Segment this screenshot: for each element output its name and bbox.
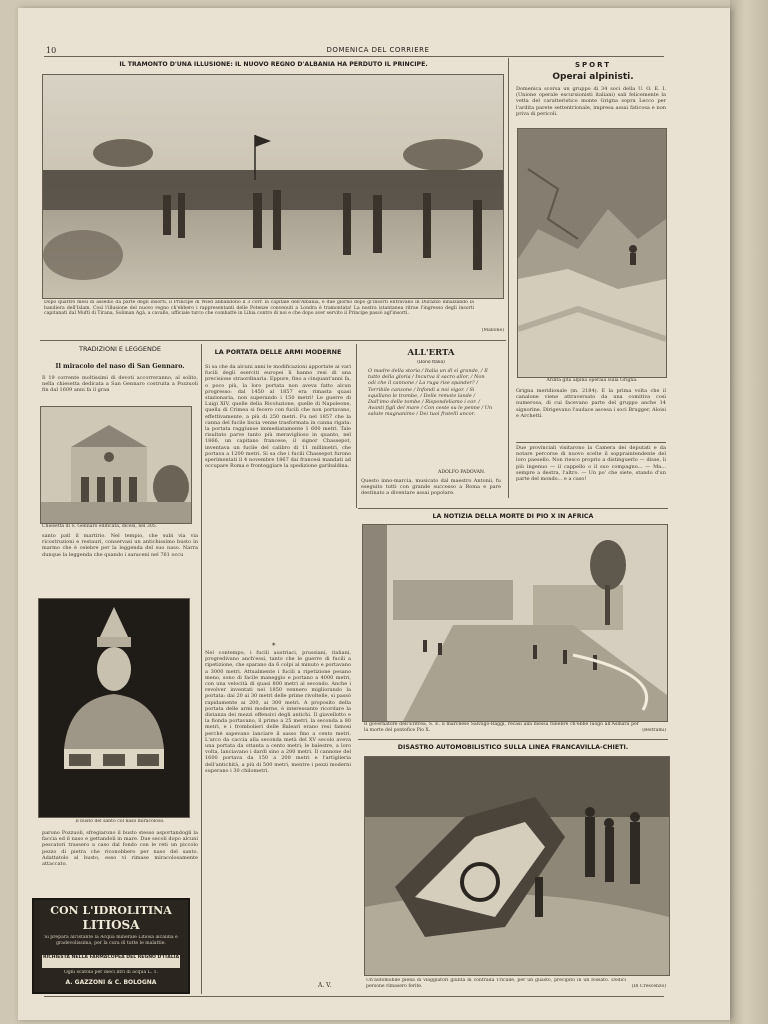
albania-crowd-scene (43, 75, 503, 298)
armi-text: Si sa che da alcuni anni le modificazioni apportate ai vari fucili degli eserciti europei li hanno resi di una precisione straordinaria. Eppure, fino a cinquant'anni fa, o poco più, la loro portata non aveva fatto alcun progresso: dal 1450 al 1857 era rimasta quasi stazionaria, non superando i 150 metri! Le guerre di Luigi XIV, quelle della Rivoluzione, quelle di Napoleone, quella di Crimea si fecero con fucili che non portavano, effettivamente, a più di 250 metri. Fu nel 1857 che la canna del fucile liscia venne trasformata in canna rigata: la portata raggiunse immediatamente 1 600 metri. Tale risultato parve tanto più meraviglioso in quanto, nel 1866, un capitano francese, il signor Chassepot, inventava un fucile del calibro di 11 millimetri, che portava a 1200 metri. Si sa che i fucili Chassepot furono sperimentati il 4 novembre 1867 dai francesi mandati ad occupare Roma e fronteggiare la spedizione garibaldina. (205, 364, 351, 470)
advert-brand-2: LITIOSA (82, 918, 140, 932)
tradizioni-text-3: parono Pozzuoli, sfregiarono il busto stesso asportandogli la faccia ed il naso e gettandoli in mare. Due secoli dopo alcuni pescatori trassero a caso dal fondo con le reti un piccolo pezzo di pietra che riconobbero per naso del santo. Adattatolo al busto, esso vi rimase miracolosamente attaccato. (42, 830, 198, 868)
tradizioni-title: Il miracolo del naso di San Gennaro. (55, 363, 185, 370)
grigna-photo (517, 128, 667, 378)
top-story-credit: (Mallone) (481, 328, 504, 333)
advert-tagline: Si prepara all'istante la Acqua minerale Litiosa alcalina e gradevolissima, per la cura di tutte le malattie. (44, 935, 178, 946)
footer-rule (44, 996, 664, 997)
horizontal-rule-mid (40, 340, 506, 341)
asmara-street-scene (363, 525, 667, 721)
newspaper-page (18, 8, 730, 1020)
idrolitina-advert (32, 898, 190, 994)
section-star-icon: * (272, 642, 276, 650)
column-rule-1 (201, 344, 202, 994)
pio-credit: (Beltrami) (642, 728, 666, 733)
allerta-note: Questo inno-marcia, musicato dal maestro Antonii, fu eseguito tutti con grande successo a Roma e pare destinato a diventare assai popolare. (361, 478, 501, 497)
grigna-rock-scene (518, 129, 666, 377)
column-rule-2 (356, 344, 357, 508)
column-rule-right (508, 58, 509, 498)
advert-maker: A. GAZZONI & C. BOLOGNA (65, 979, 157, 986)
top-story-headline: IL TRAMONTO D'UNA ILLUSIONE: IL NUOVO REGNO D'ALBANIA HA PERDUTO IL PRINCIPE. (119, 61, 428, 68)
disastro-credit: (Di Crescenzo) (631, 984, 666, 989)
san-gennaro-bust (39, 599, 189, 817)
advert-notice: RICHIESTA NELLA FARMACOPEA DEL REGNO D'ITALIA (42, 955, 180, 968)
sport-text: Domenica scorsa un gruppo di 34 soci della U. O. E. I. (Unione operale escursionisti italiani) sali felicemente la vetta del caratteristico monte Grigna sopra Lecco per l'ardita parete settentrionale, impresa assai faticosa e non priva di pericoli. (516, 86, 666, 117)
allerta-poem: O madre della storia / Italia un dì si grande, / Il tutto della gloria / Incurva il sacro allor, / Non odi che il cannone / La ruga rise spander? / Terribile canzone / Infondi a noi vigor. / Si squillano le trombe, / Delle remote lande / Dall'imo delle tombe / Rispondeliamo i cor. / Avanti figli del mare / Con ceste su le penne / Un salute magnanimo / Dei tuoi fratelli ancor. (368, 368, 493, 418)
overturned-automobile (365, 757, 669, 975)
advert-detail: Ogni scatola per dieci litri di acqua L. 1. (63, 970, 159, 975)
sport-rule (516, 442, 666, 443)
page-number: 10 (46, 46, 57, 55)
bust-caption: Il busto del santo col naso miracoloso. (75, 819, 165, 824)
pio-headline: LA NOTIZIA DELLA MORTE DI PIO X IN AFRICA (432, 513, 594, 520)
allerta-title: ALL'ERTA (407, 348, 455, 358)
disastro-headline: DISASTRO AUTOMOBILISTICO SULLA LINEA FRANCAVILLA-CHIETI. (397, 744, 629, 751)
sport-text-2: Grigna meridionale (m. 2184). E la prima volta che il canalone viene attraversato da una comitiva così numerosa, di cui facevano parte del gruppo anche 14 signorine. Dirigevano l'audace ascesa i soci Brugger, Aloisi e Archetti. (516, 388, 666, 419)
armi-signature: A. V. (318, 982, 332, 989)
armi-text-2: Nel contempo, i fucili austriaci, prussiani, italiani, progredivano anch'essi, tanto che le guerre di fucili a ripetizione, che sparano da 6 colpi al minuto e portavano a 3000 metri. Attualmente i fucili a ripetizione pesano meno, sono di facile maneggio e portano a 4000 metri, con una velocità di quasi 800 metri al secondo. Anche i revolver inventati nel 1850 vennero migliorando la portata: dai 20 ai 30 metri delle prime rivoltelle, si passò rapidamente ai 200, ai 300 metri. A proposito della portata delle armi moderne, è interessante ricordare la distanza dei mezzi offensivi degli antichi. Il giavellotto e la fionda portavano, il primo a 25 metri, la seconda a 80 metri, e i frombolieri delle Baleari erano resi famosi perchè sapevano lanciare il sasso fino a cento metri. L'arco da caccia alla seconda metà del XV secolo aveva una portata da ottanta a cento metri; le balestre, a loro volta, lanciavano i dardi sino a 200 metri. Il cannone del 1600 portava da 150 a 200 metri e l'artiglieria dell'antichità, a più di 500 metri, mentre i pezzi moderni superano i 30 chilometri. (205, 650, 351, 774)
tradizioni-text-2: santo patì il martirio. Nel tempio, che subì via via ricostruzioni e restauri, conservasi un antichissimo busto in marmo che è celebre per la leggenda del suo naso. Narra dunque la leggenda che quando i saraceni nel 761 occu (42, 533, 198, 558)
allerta-subtitle: (Dono Italia) (417, 360, 445, 365)
sport-text-3: Due provinciali visitarono la Camera dei deputati e da notare percorse di nuovo scelte il soppraintendente del loro paesello. Non riesco proprio a distinguerlo — disse, li più ingenuo — il cappello o il suo compagno... — Ma... sempre a destra, l'altro. — Un po' che siete, stando d'un parte del mondo... e a caso! (516, 445, 666, 483)
disastro-caption: Un'automobile piena di viaggiatori giunta in contrada Tricalle, per un guasto, precipitò in un fossato. Dodici persone rimasero ferite. (366, 978, 626, 989)
grigna-caption: Ardita gita alpina operaia sulla Grigna. (546, 378, 638, 383)
pio-caption: Il governatore dell'Eritrea, S. E. il marchese Salvago-Raggi, recasi alla messa funebre ch'ebbe luogo all'Asmara per la morte del pontefice Pio X. (364, 722, 639, 733)
chiesetta-building (41, 407, 191, 523)
asmara-photo (362, 524, 668, 722)
tradizioni-section: TRADIZIONI E LEGGENDE (79, 345, 161, 353)
albania-photo (42, 74, 504, 299)
armi-title: LA PORTATA DELLE ARMI MODERNE (214, 348, 342, 356)
allerta-author: ADOLFO PADOVAN. (438, 470, 486, 475)
top-story-caption: Dopo quattro mesi di assedio da parte degli insorti, il Principe di Wied abbandonò il 3 corr. la capitale dell'Albania, e due giorno dopo gl'insorti entravano in Durazzo innalzando la bandiera dell'Islam. Così l'illusione del nuovo regno ch'ebbero i rappresentanti delle Potenze convenuti a Londra è tramontata! La nostra istantanea ritrae l'ingresso degli insorti capitanati dal Muftì di Tirana, Soliman Agà, a cavallo, ufficiale turco che combattè in Libia contro di noi e che dopo aver servito il Principe passò agl'insorti. (44, 300, 474, 317)
next-page-edge (730, 0, 768, 1024)
header-rule (44, 56, 664, 57)
tradizioni-text: Il 19 corrente moltissimi di devoti accorreranno, al solito, nella chiesetta dedicata a San Gennaro costruita a Pozzuoli fin dal 1609 anni fa il gran (42, 375, 198, 394)
masthead: DOMENICA DEL CORRIERE (326, 46, 430, 54)
disastro-rule (358, 739, 668, 740)
chiesetta-caption: Chiesetta di S. Gennaro edificata, dicesi, nel 305. (42, 524, 158, 529)
chiesetta-photo (40, 406, 192, 524)
sport-section: SPORT (575, 61, 611, 69)
bust-photo (38, 598, 190, 818)
pio-rule (358, 508, 668, 509)
sport-title: Operai alpinisti. (552, 72, 634, 82)
car-accident-photo (364, 756, 670, 976)
advert-brand-1: CON L'IDROLITINA (50, 904, 172, 917)
